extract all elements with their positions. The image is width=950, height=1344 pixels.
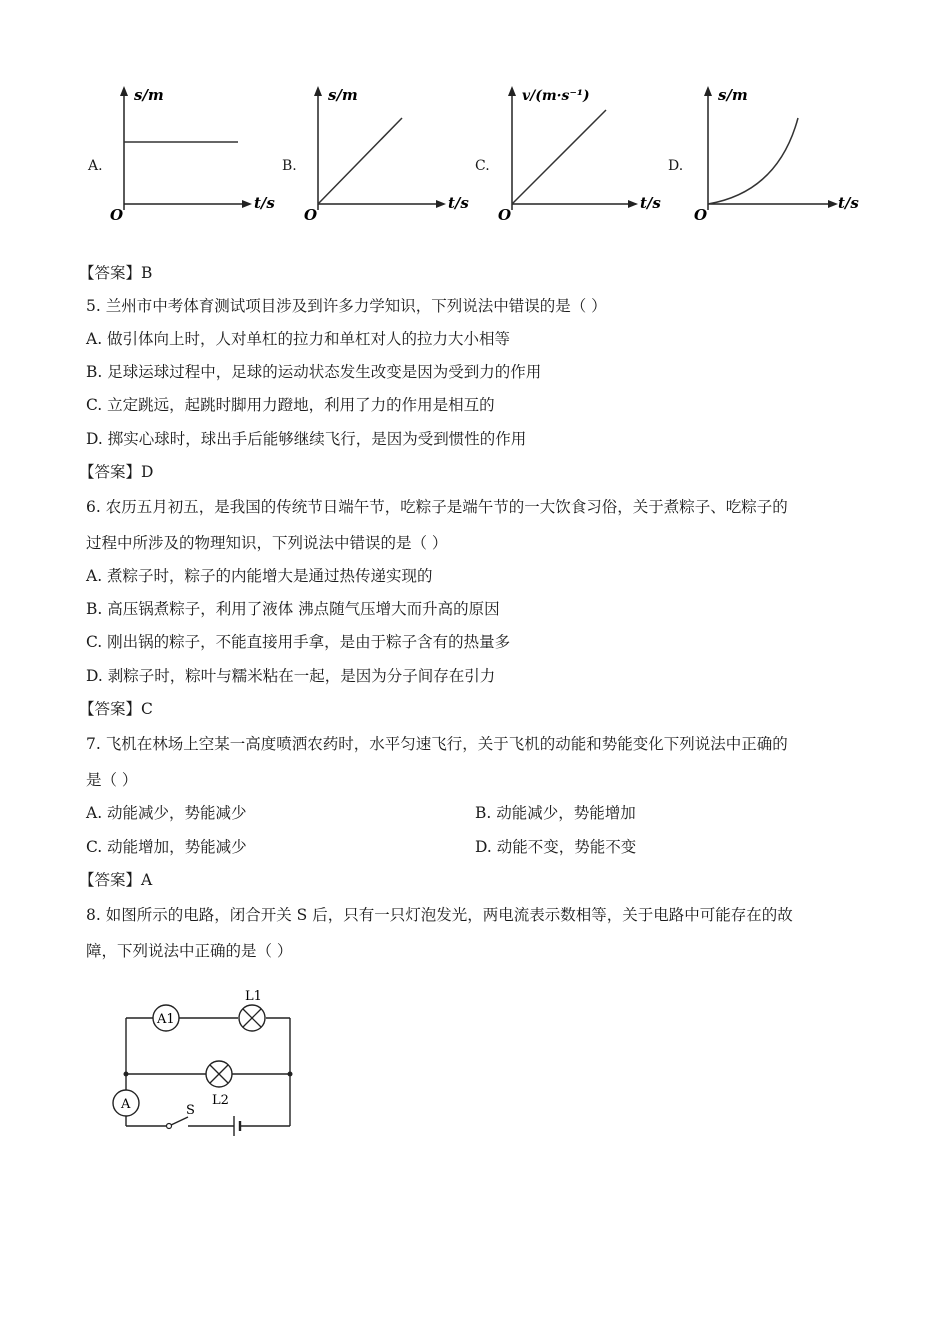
switch-lever-icon: [171, 1117, 188, 1125]
q6-option-b: B. 高压锅煮粽子，利用了液体 沸点随气压增大而升高的原因: [86, 600, 500, 618]
q7-stem-line2: 是（ ）: [86, 771, 138, 789]
graph-d-origin: O: [694, 206, 708, 224]
graph-d-series: [708, 118, 798, 204]
q6-option-a: A. 煮粽子时，粽子的内能增大是通过热传递实现的: [86, 567, 433, 585]
q8-stem-line1: 8. 如图所示的电路，闭合开关 S 后，只有一只灯泡发光，两电流表示数相等，关于电路中可能存在的故: [86, 906, 793, 924]
graph-b: [296, 82, 476, 224]
q7-option-b: B. 动能减少，势能增加: [475, 804, 636, 822]
q5-option-d: D. 掷实心球时，球出手后能够继续飞行，是因为受到惯性的作用: [86, 430, 527, 448]
q7-option-c: C. 动能增加，势能减少: [86, 838, 247, 856]
graph-c-xlabel: t/s: [640, 194, 661, 212]
graph-a-label: A.: [88, 158, 103, 174]
graph-d-xlabel: t/s: [838, 194, 859, 212]
ammeter-a1-label: A1: [157, 1012, 175, 1027]
q6-option-d: D. 剥粽子时，粽叶与糯米粘在一起，是因为分子间存在引力: [86, 667, 496, 685]
switch-label: S: [186, 1103, 195, 1118]
graph-c-ylabel: v/(m·s⁻¹): [522, 88, 590, 104]
graph-c-origin: O: [498, 206, 512, 224]
q5-answer: 【答案】D: [79, 463, 154, 481]
graph-b-label: B.: [282, 158, 297, 174]
q5-option-b: B. 足球运球过程中，足球的运动状态发生改变是因为受到力的作用: [86, 363, 542, 381]
graph-b-ylabel: s/m: [328, 86, 358, 104]
q6-answer: 【答案】C: [79, 700, 153, 718]
q7-option-a: A. 动能减少，势能减少: [86, 804, 247, 822]
q6-option-c: C. 刚出锅的粽子，不能直接用手拿，是由于粽子含有的热量多: [86, 633, 511, 651]
q5-option-a: A. 做引体向上时，人对单杠的拉力和单杠对人的拉力大小相等: [86, 330, 511, 348]
q7-stem-line1: 7. 飞机在林场上空某一高度喷洒农药时，水平匀速飞行，关于飞机的动能和势能变化下列说法中正确的: [86, 735, 788, 753]
graph-d-ylabel: s/m: [718, 86, 748, 104]
graph-c-series: [512, 110, 606, 204]
q4-answer: 【答案】B: [79, 264, 153, 282]
q5-stem: 5. 兰州市中考体育测试项目涉及到许多力学知识，下列说法中错误的是（ ）: [86, 297, 607, 315]
graph-a: [100, 82, 280, 224]
graph-c-label: C.: [475, 158, 490, 174]
q7-option-d: D. 动能不变，势能不变: [475, 838, 637, 856]
graph-d: [688, 82, 868, 224]
graph-c: [492, 82, 672, 224]
graph-b-xlabel: t/s: [448, 194, 469, 212]
switch-contact-icon: [167, 1124, 172, 1129]
q6-stem-line2: 过程中所涉及的物理知识，下列说法中错误的是（ ）: [86, 534, 448, 552]
q5-option-c: C. 立定跳远，起跳时脚用力蹬地，利用了力的作用是相互的: [86, 396, 495, 414]
q6-stem-line1: 6. 农历五月初五，是我国的传统节日端午节，吃粽子是端午节的一大饮食习俗，关于煮粽子、吃粽子的: [86, 498, 788, 516]
graph-b-origin: O: [304, 206, 318, 224]
circuit-diagram: [100, 986, 310, 1142]
graph-a-xlabel: t/s: [254, 194, 275, 212]
graph-d-label: D.: [668, 158, 684, 174]
lamp-l1-label: L1: [245, 989, 262, 1004]
graph-b-series: [318, 118, 402, 204]
q8-stem-line2: 障，下列说法中正确的是（ ）: [86, 942, 293, 960]
graph-a-origin: O: [110, 206, 124, 224]
graph-a-ylabel: s/m: [134, 86, 164, 104]
ammeter-a-label: A: [121, 1097, 131, 1112]
q7-answer: 【答案】A: [79, 871, 153, 889]
lamp-l2-label: L2: [212, 1093, 229, 1108]
